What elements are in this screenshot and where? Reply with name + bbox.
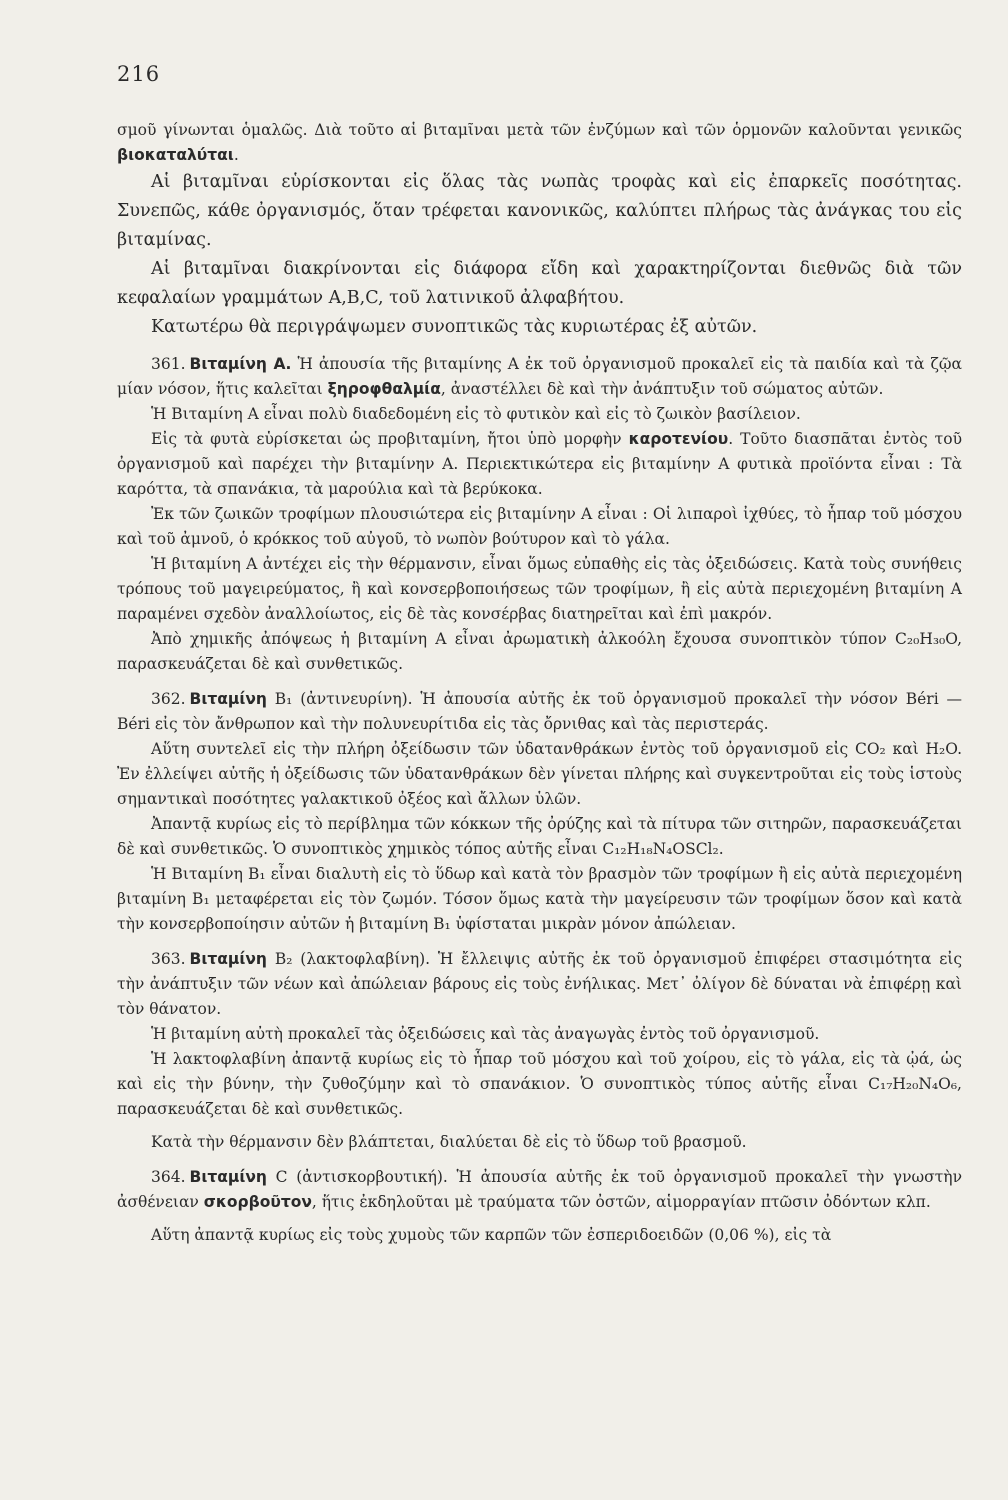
intro-paragraph-1: σμοῦ γίνωνται ὁμαλῶς. Διὰ τοῦτο αἱ βιταμῖναι μετὰ τῶν ἐνζύμων καὶ τῶν ὁρμονῶν καλοῦνται γενικῶς βιοκαταλύται. <box>117 121 962 164</box>
section-363-heading: 363. Βιταμίνη B₂ (λακτοφλαβίνη). Ἡ ἔλλειψις αὐτῆς ἐκ τοῦ ὀργανισμοῦ ἐπιφέρει στασιμότητα εἰς τὴν ἀνάπτυξιν τῶν νέων καὶ ἀπώλειαν βάρους εἰς τοὺς ἐνήλικας. Μετ᾽ ὀλίγον δὲ δύναται νὰ ἐπιφέρῃ καὶ τὸν θάνατον. <box>117 950 962 1018</box>
section-364-heading: 364. Βιταμίνη C (ἀντισκορβουτική). Ἡ ἀπουσία αὐτῆς ἐκ τοῦ ὀργανισμοῦ προκαλεῖ τὴν γνωστὴν ἀσθένειαν σκορβοῦτον, ἥτις ἐκδηλοῦται μὲ τραύματα τῶν ὀστῶν, αἱμορραγίαν πτῶσιν ὀδόντων κλπ. <box>117 1168 962 1211</box>
section-363-paragraph-3: Ἡ λακτοφλαβίνη ἀπαντᾷ κυρίως εἰς τὸ ἧπαρ τοῦ μόσχου καὶ τοῦ χοίρου, εἰς τὸ γάλα, εἰς τὰ ᾠά, ὡς καὶ εἰς τὴν βύνην, τὴν ζυθοζύμην καὶ τὸ σπανάκιον. Ὁ συνοπτικὸς τύπος αὐτῆς εἶναι C₁₇H₂₀N₄O₆, παρασκευάζεται δὲ καὶ συνθετικῶς. <box>117 1050 962 1118</box>
term-biocatalysts: βιοκαταλύται <box>117 146 234 164</box>
section-362-paragraph-4: Ἡ Βιταμίνη B₁ εἶναι διαλυτὴ εἰς τὸ ὕδωρ καὶ κατὰ τὸν βρασμὸν τῶν τροφίμων ἢ εἰς αὐτὰ περιεχομένη βιταμίνη B₁ μεταφέρεται εἰς τὸν ζωμόν. Τόσον ὅμως κατὰ τὴν μαγείρευσιν τῶν τροφίμων ὅσον καὶ κατὰ τὴν κονσερβοποίησιν αὐτῶν ἡ βιταμίνη B₁ ὑφίσταται μικρὰν μόνον ἀπώλειαν. <box>117 865 962 933</box>
section-361-paragraph-6: Ἀπὸ χημικῆς ἀπόψεως ἡ βιταμίνη Α εἶναι ἀρωματικὴ ἀλκοόλη ἔχουσα συνοπτικὸν τύπον C₂₀H₃₀O, παρασκευάζεται δὲ καὶ συνθετικῶς. <box>117 630 962 673</box>
section-364-paragraph-2: Αὕτη ἀπαντᾷ κυρίως εἰς τοὺς χυμοὺς τῶν καρπῶν τῶν ἐσπεριδοειδῶν (0,06 %), εἰς τὰ <box>151 1226 832 1244</box>
section-361-heading: 361. Βιταμίνη Α. Ἡ ἀπουσία τῆς βιταμίνης Α ἐκ τοῦ ὀργανισμοῦ προκαλεῖ εἰς τὰ παιδία καὶ τὰ ζῷα μίαν νόσον, ἥτις καλεῖται ξηροφθαλμία, ἀναστέλλει δὲ καὶ τὴν ἀνάπτυξιν τοῦ σώματος αὐτῶν. <box>117 355 962 398</box>
section-title: Βιταμίνη <box>189 950 267 968</box>
intro-paragraph-3: Αἱ βιταμῖναι διακρίνονται εἰς διάφορα εἴδη καὶ χαρακτηρίζονται διεθνῶς διὰ τῶν κεφαλαίων γραμμάτων A,B,C, τοῦ λατινικοῦ ἀλφαβήτου. <box>117 259 962 308</box>
section-363-paragraph-2: Ἡ βιταμίνη αὐτὴ προκαλεῖ τὰς ὀξειδώσεις καὶ τὰς ἀναγωγὰς ἐντὸς τοῦ ὀργανισμοῦ. <box>151 1025 820 1043</box>
intro-paragraph-4: Κατωτέρω θὰ περιγράψωμεν συνοπτικῶς τὰς κυριωτέρας ἐξ αὐτῶν. <box>151 317 758 337</box>
section-361-paragraph-3: Εἰς τὰ φυτὰ εὑρίσκεται ὡς προβιταμίνη, ἤτοι ὑπὸ μορφὴν καροτενίου. Τοῦτο διασπᾶται ἐντὸς τοῦ ὀργανισμοῦ καὶ παρέχει τὴν βιταμίνην Α. Περιεκτικώτερα εἰς βιταμίνην Α φυτικὰ προϊόντα εἶναι : Τὰ καρόττα, τὰ σπανάκια, τὰ μαρούλια καὶ τὰ βερύκοκα. <box>117 430 962 498</box>
term-scurvy: σκορβοῦτον <box>203 1193 312 1211</box>
section-362-paragraph-3: Ἀπαντᾷ κυρίως εἰς τὸ περίβλημα τῶν κόκκων τῆς ὀρύζης καὶ τὰ πίτυρα τῶν σιτηρῶν, παρασκευάζεται δὲ καὶ συνθετικῶς. Ὁ συνοπτικὸς χημικὸς τόπος αὐτῆς εἶναι C₁₂H₁₈N₄OSCl₂. <box>117 815 962 858</box>
section-362-paragraph-2: Αὕτη συντελεῖ εἰς τὴν πλήρη ὀξείδωσιν τῶν ὑδατανθράκων ἐντὸς τοῦ ὀργανισμοῦ εἰς CO₂ καὶ H₂O. Ἐν ἐλλείψει αὐτῆς ἡ ὀξείδωσις τῶν ὑδατανθράκων δὲν γίνεται πλήρης καὶ συγκεντροῦται εἰς τοὺς ἱστοὺς σημαντικαὶ ποσότητες γαλακτικοῦ ὀξέος καὶ ἄλλων ὑλῶν. <box>117 740 962 808</box>
section-361-paragraph-4: Ἐκ τῶν ζωικῶν τροφίμων πλουσιώτερα εἰς βιταμίνην Α εἶναι : Οἱ λιπαροὶ ἰχθύες, τὸ ἧπαρ τοῦ μόσχου καὶ τοῦ ἀμνοῦ, ὁ κρόκκος τοῦ αὐγοῦ, τὸ νωπὸν βούτυρον καὶ τὸ γάλα. <box>117 505 962 548</box>
term-carotene: καροτενίου <box>628 430 729 448</box>
section-number: 362. <box>151 690 186 708</box>
section-number: 361. <box>151 355 186 373</box>
section-362-heading: 362. Βιταμίνη B₁ (ἀντινευρίνη). Ἡ ἀπουσία αὐτῆς ἐκ τοῦ ὀργανισμοῦ προκαλεῖ τὴν νόσον Béri — Béri εἰς τὸν ἄνθρωπον καὶ τὴν πολυνευρίτιδα εἰς τὰς ὄρνιθας καὶ τὰς περιστεράς. <box>117 690 962 733</box>
body-text <box>117 118 962 1248</box>
section-363-paragraph-4: Κατὰ τὴν θέρμανσιν δὲν βλάπτεται, διαλύεται δὲ εἰς τὸ ὕδωρ τοῦ βρασμοῦ. <box>151 1133 747 1151</box>
section-title: Βιταμίνη <box>189 1168 267 1186</box>
section-number: 364. <box>151 1168 186 1186</box>
section-title: Βιταμίνη Α. <box>189 355 292 373</box>
section-number: 363. <box>151 950 186 968</box>
term-xerophthalmia: ξηροφθαλμία <box>327 380 441 398</box>
intro-paragraph-2: Αἱ βιταμῖναι εὑρίσκονται εἰς ὅλας τὰς νωπὰς τροφὰς καὶ εἰς ἐπαρκεῖς ποσότητας. Συνεπῶς, κάθε ὀργανισμός, ὅταν τρέφεται κανονικῶς, καλύπτει πλήρως τὰς ἀνάγκας του εἰς βιταμίνας. <box>117 172 962 250</box>
section-title: Βιταμίνη <box>189 690 267 708</box>
section-361-paragraph-2: Ἡ Βιταμίνη Α εἶναι πολὺ διαδεδομένη εἰς τὸ φυτικὸν καὶ εἰς τὸ ζωικὸν βασίλειον. <box>151 405 801 423</box>
section-361-paragraph-5: Ἡ βιταμίνη Α ἀντέχει εἰς τὴν θέρμανσιν, εἶναι ὅμως εὐπαθὴς εἰς τὰς ὀξειδώσεις. Κατὰ τοὺς συνήθεις τρόπους τοῦ μαγειρεύματος, ἢ καὶ κονσερβοποιήσεως τῶν τροφίμων, ἢ εἰς αὐτὰ περιεχομένη βιταμίνη Α παραμένει σχεδὸν ἀναλλοίωτος, εἰς δὲ τὰς κονσέρβας διατηρεῖται καὶ ἐπὶ μακρόν. <box>117 555 962 623</box>
page-number: 216 <box>117 62 161 86</box>
